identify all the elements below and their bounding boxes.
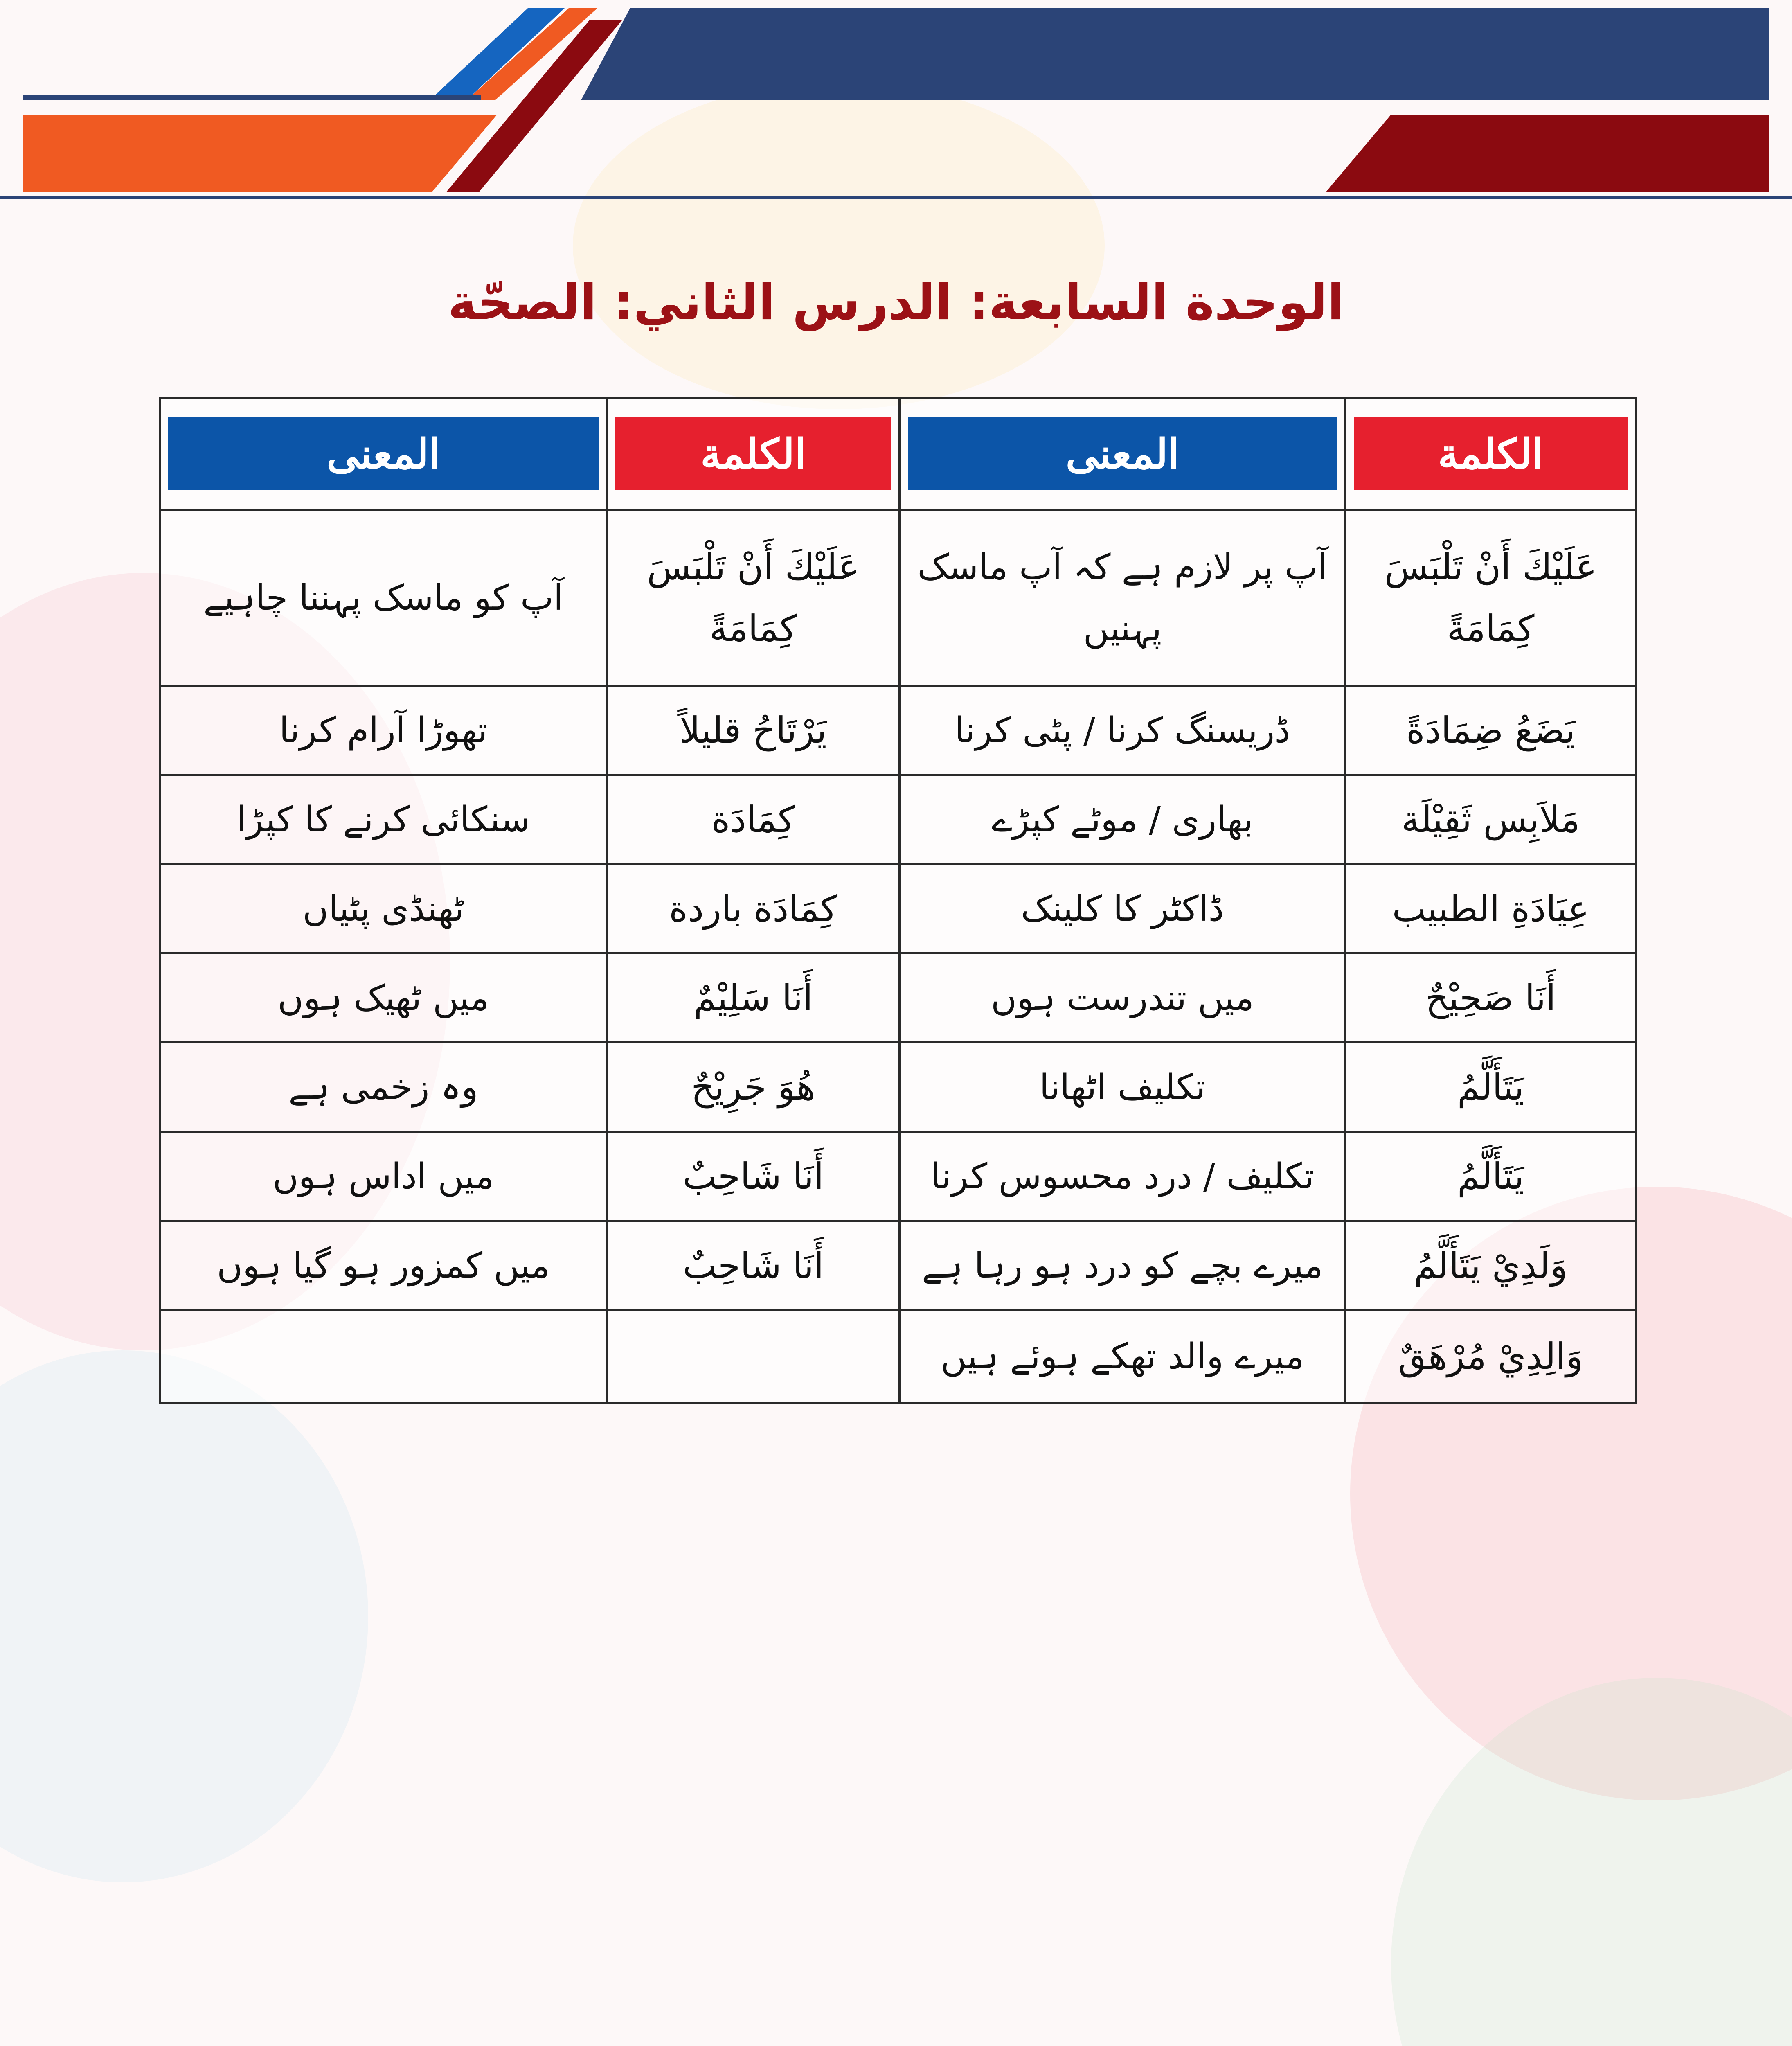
meaning-cell: تکلیف / درد محسوس کرنا — [900, 1132, 1346, 1221]
word-cell: عَلَيْكَ أَنْ تَلْبَسَ كِمَامَةً — [1346, 510, 1636, 686]
word-header-label: الكلمة — [1354, 417, 1628, 490]
meaning-cell: تکلیف اٹھانا — [900, 1043, 1346, 1132]
word-cell: يَرْتَاحُ قليلاً — [607, 686, 900, 775]
table-row — [160, 864, 1636, 953]
meaning-cell: میں ٹھیک ہوں — [160, 953, 607, 1043]
word-cell: يَتَأَلَّمُ — [1346, 1043, 1636, 1132]
table-row — [160, 1043, 1636, 1132]
background-decoration — [0, 1350, 368, 1882]
word-cell: مَلاَبِس ثَقِيْلَة — [1346, 775, 1636, 864]
table-row — [160, 686, 1636, 775]
word-cell: عَلَيْكَ أَنْ تَلْبَسَ كِمَامَةً — [607, 510, 900, 686]
header-cell — [160, 398, 607, 510]
meaning-cell: میں تندرست ہوں — [900, 953, 1346, 1043]
word-cell: وَالِدِيْ مُرْهَقٌ — [1346, 1310, 1636, 1403]
header-cell — [900, 398, 1346, 510]
header-cell — [607, 398, 900, 510]
meaning-header-label: المعنى — [908, 417, 1337, 490]
word-cell — [607, 1310, 900, 1403]
word-cell: أَنَا شَاحِبٌ — [607, 1221, 900, 1310]
meaning-cell: وہ زخمی ہے — [160, 1043, 607, 1132]
meaning-cell: ٹھنڈی پٹیاں — [160, 864, 607, 953]
word-cell: أَنَا صَحِيْحٌ — [1346, 953, 1636, 1043]
meaning-cell: آپ پر لازم ہے کہ آپ ماسک پہنیں — [900, 510, 1346, 686]
meaning-cell: ڈریسنگ کرنا / پٹی کرنا — [900, 686, 1346, 775]
meaning-cell: ڈاکٹر کا کلینک — [900, 864, 1346, 953]
header-banner — [0, 0, 1792, 213]
word-cell: وَلَدِيْ يَتَأَلَّمُ — [1346, 1221, 1636, 1310]
page-title: الوحدة السابعة: الدرس الثاني: الصحّة — [448, 274, 1344, 331]
table-row — [160, 1132, 1636, 1221]
meaning-cell: بھاری / موٹے کپڑے — [900, 775, 1346, 864]
table-header-row — [160, 398, 1636, 510]
meaning-cell — [160, 1310, 607, 1403]
background-decoration — [1391, 1678, 1792, 2046]
word-cell: كِمَادَة — [607, 775, 900, 864]
table-row — [160, 1310, 1636, 1403]
meaning-cell: میرے بچے کو درد ہو رہا ہے — [900, 1221, 1346, 1310]
table-row — [160, 1221, 1636, 1310]
word-cell: كِمَادَة باردة — [607, 864, 900, 953]
word-cell: هُوَ جَرِيْحٌ — [607, 1043, 900, 1132]
meaning-cell: میرے والد تھکے ہوئے ہیں — [900, 1310, 1346, 1403]
meaning-cell: میں کمزور ہو گیا ہوں — [160, 1221, 607, 1310]
word-cell: يَضَعُ ضِمَادَةً — [1346, 686, 1636, 775]
table-row — [160, 510, 1636, 686]
word-cell: عِيَادَةِ الطبيب — [1346, 864, 1636, 953]
table-row — [160, 953, 1636, 1043]
table-row — [160, 775, 1636, 864]
word-cell: أَنَا سَلِيْمٌ — [607, 953, 900, 1043]
word-cell: يَتَأَلَّمُ — [1346, 1132, 1636, 1221]
meaning-header-label: المعنى — [168, 417, 599, 490]
meaning-cell: آپ کو ماسک پہننا چاہیے — [160, 510, 607, 686]
meaning-cell: سنکائی کرنے کا کپڑا — [160, 775, 607, 864]
word-cell: أَنَا شَاحِبٌ — [607, 1132, 900, 1221]
header-cell — [1346, 398, 1636, 510]
word-header-label: الكلمة — [615, 417, 891, 490]
meaning-cell: تھوڑا آرام کرنا — [160, 686, 607, 775]
vocabulary-table — [159, 397, 1637, 1404]
meaning-cell: میں اداس ہوں — [160, 1132, 607, 1221]
